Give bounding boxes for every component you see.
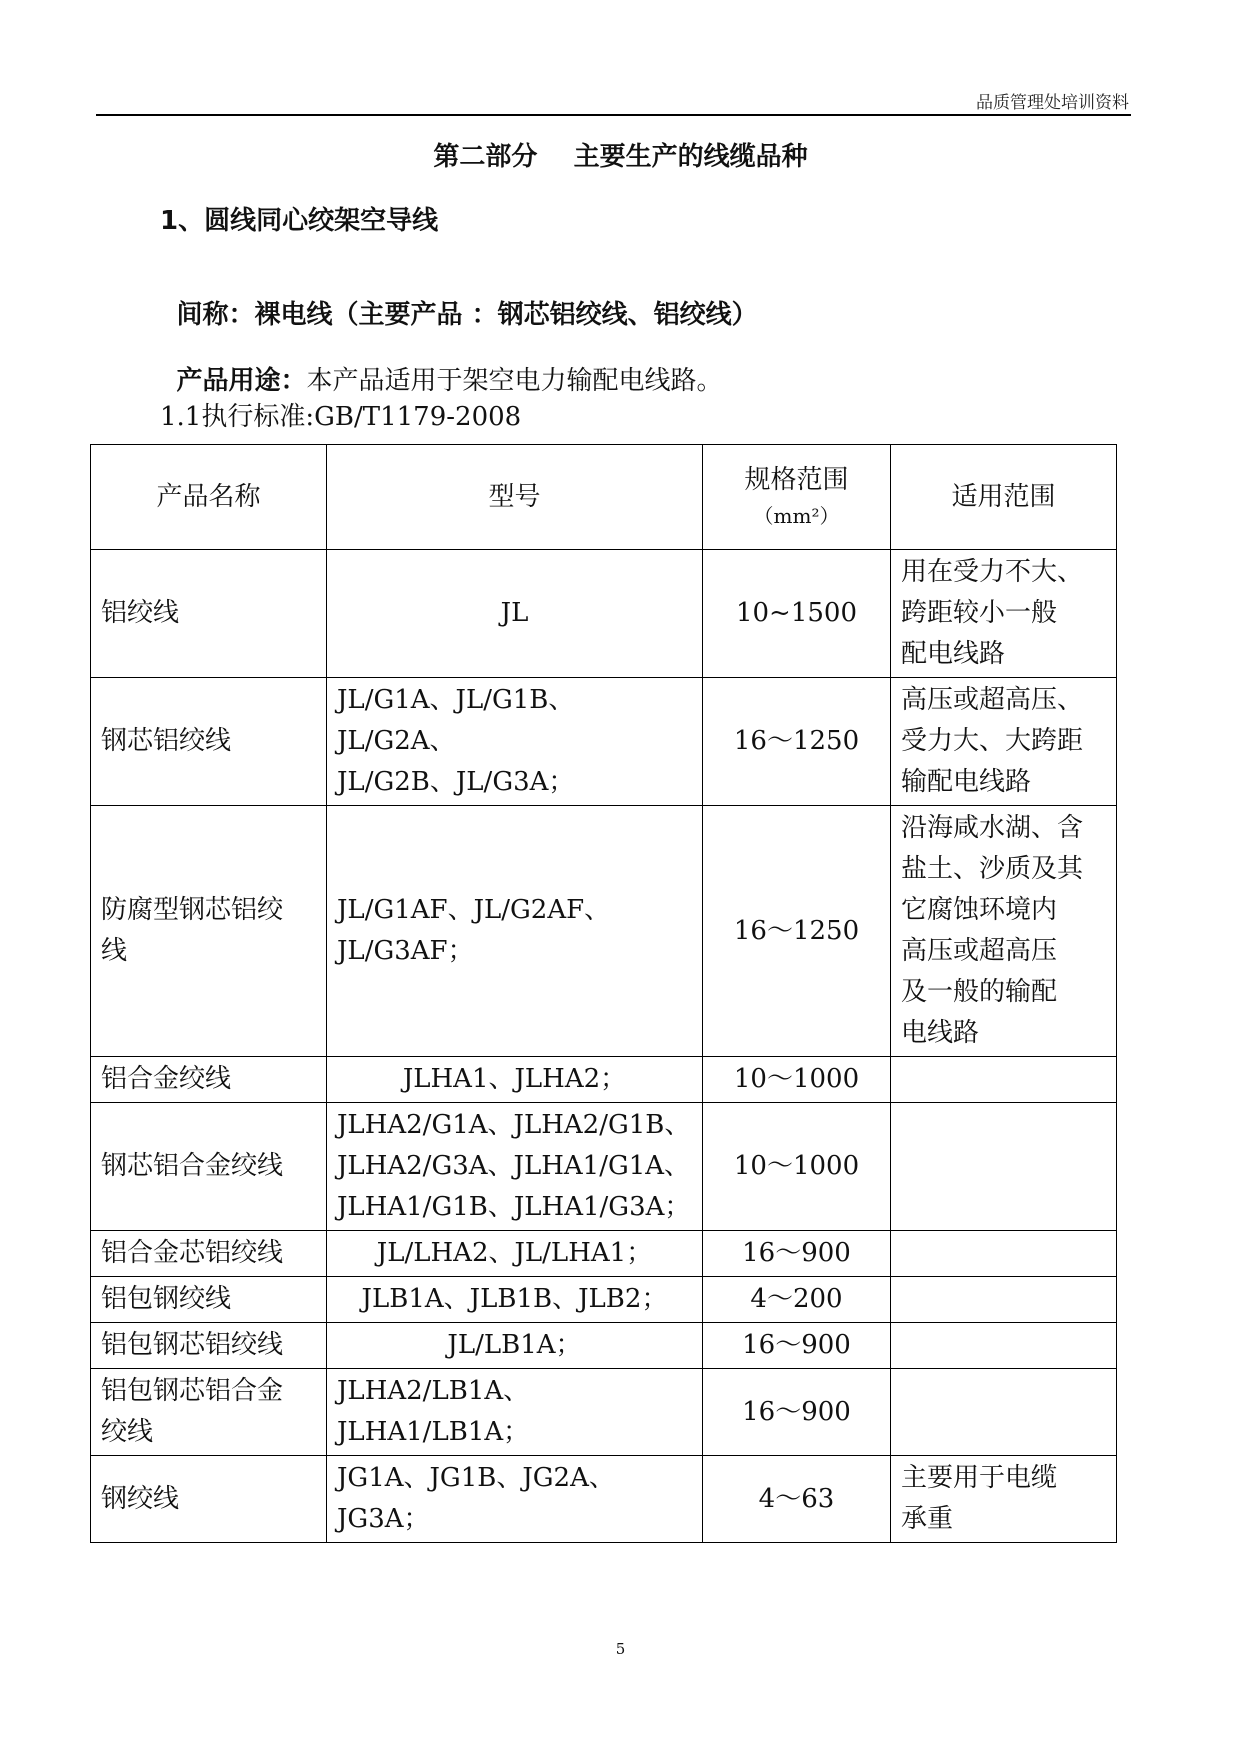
usage-line bbox=[160, 330, 723, 397]
model-cell-line: JLB1A、JLB1B、JLB2； bbox=[361, 1284, 668, 1314]
product-name-cell bbox=[91, 1277, 327, 1323]
model-cell-line: JL/G3AF； bbox=[337, 936, 474, 966]
product-name-cell-line: 铝合金芯铝绞线 bbox=[101, 1238, 284, 1268]
spec-range-cell: 4～200 bbox=[703, 1277, 891, 1323]
section-heading: 1、圆线同心绞架空导线 bbox=[160, 206, 439, 236]
product-spec-table bbox=[90, 444, 1117, 1543]
usage-label: 产品用途： bbox=[176, 366, 307, 396]
product-name-cell-line: 铝包钢芯铝合金 bbox=[101, 1376, 284, 1406]
scope-cell-line: 电线路 bbox=[901, 1018, 980, 1048]
model-cell bbox=[327, 1369, 703, 1456]
scope-cell bbox=[891, 550, 1117, 678]
scope-cell bbox=[891, 1057, 1117, 1103]
alias-text: 裸电线（主要产品 ：钢芯铝绞线、铝绞线） bbox=[254, 300, 758, 330]
scope-cell bbox=[891, 1277, 1117, 1323]
product-name-cell bbox=[91, 1323, 327, 1369]
header-rule bbox=[96, 114, 1131, 116]
scope-cell bbox=[891, 1231, 1117, 1277]
model-cell-line: JL/G1AF、JL/G2AF、 bbox=[337, 895, 611, 925]
model-cell-line: JL/G2B、JL/G3A； bbox=[337, 767, 575, 797]
product-name-cell bbox=[91, 550, 327, 678]
spec-range-cell: 16～900 bbox=[703, 1231, 891, 1277]
product-name-cell-line: 铝包钢芯铝绞线 bbox=[101, 1330, 284, 1360]
model-cell-line: JLHA1、JLHA2； bbox=[402, 1064, 627, 1094]
model-cell bbox=[327, 806, 703, 1057]
spec-range-cell: 4～63 bbox=[703, 1456, 891, 1543]
header-spec-label: 规格范围 bbox=[744, 465, 849, 495]
scope-cell-line: 承重 bbox=[901, 1504, 954, 1534]
spec-range-cell: 10～1000 bbox=[703, 1103, 891, 1231]
table-row bbox=[91, 1323, 1117, 1369]
spec-range-cell: 16～900 bbox=[703, 1323, 891, 1369]
table-header-row bbox=[91, 445, 1117, 550]
model-cell-line: JL/LB1A； bbox=[447, 1330, 582, 1360]
model-cell-line: JL/G1A、JL/G1B、JL/G2A、 bbox=[337, 685, 575, 756]
header-product-name: 产品名称 bbox=[91, 445, 327, 550]
header-scope: 适用范围 bbox=[891, 445, 1117, 550]
table-row bbox=[91, 1369, 1117, 1456]
header-spec-unit: （mm²） bbox=[753, 504, 840, 528]
scope-cell-line: 高压或超高压 bbox=[901, 936, 1058, 966]
scope-cell-line: 主要用于电缆 bbox=[901, 1463, 1058, 1493]
model-cell bbox=[327, 1231, 703, 1277]
model-cell bbox=[327, 1103, 703, 1231]
product-name-cell-line: 钢芯铝合金绞线 bbox=[101, 1151, 284, 1181]
scope-cell-line: 盐土、沙质及其 bbox=[901, 854, 1084, 884]
scope-cell bbox=[891, 1323, 1117, 1369]
table-row bbox=[91, 806, 1117, 1057]
product-name-cell-line: 铝包钢绞线 bbox=[101, 1284, 232, 1314]
product-name-cell bbox=[91, 1231, 327, 1277]
scope-cell-line: 用在受力不大、 bbox=[901, 557, 1084, 587]
page-title: 第二部分 主要生产的线缆品种 bbox=[433, 142, 808, 172]
spec-range-cell: 16～900 bbox=[703, 1369, 891, 1456]
model-cell-line: JLHA2/LB1A、 bbox=[337, 1376, 530, 1406]
product-name-cell-line: 防腐型钢芯铝绞 bbox=[101, 895, 284, 925]
product-name-cell bbox=[91, 1369, 327, 1456]
alias-label: 间称： bbox=[176, 300, 255, 330]
scope-cell-line: 它腐蚀环境内 bbox=[901, 895, 1058, 925]
running-header: 品质管理处培训资料 bbox=[976, 93, 1129, 113]
scope-cell-line: 高压或超高压、 bbox=[901, 685, 1084, 715]
product-name-cell bbox=[91, 1057, 327, 1103]
table-row bbox=[91, 678, 1117, 806]
model-cell-line: JG1A、JG1B、JG2A、 bbox=[337, 1463, 615, 1493]
product-name-cell-line: 绞线 bbox=[101, 1417, 154, 1447]
product-name-cell bbox=[91, 806, 327, 1057]
alias-line bbox=[160, 264, 758, 331]
header-model: 型号 bbox=[327, 445, 703, 550]
model-cell bbox=[327, 1277, 703, 1323]
scope-cell bbox=[891, 678, 1117, 806]
scope-cell bbox=[891, 1456, 1117, 1543]
product-name-cell bbox=[91, 1456, 327, 1543]
model-cell bbox=[327, 1057, 703, 1103]
model-cell-line: JLHA1/G1B、JLHA1/G3A； bbox=[337, 1192, 691, 1222]
model-cell-line: JLHA1/LB1A； bbox=[337, 1417, 530, 1447]
model-cell bbox=[327, 550, 703, 678]
product-name-cell-line: 铝绞线 bbox=[101, 598, 180, 628]
scope-cell-line: 配电线路 bbox=[901, 639, 1006, 669]
model-cell-line: JLHA2/G1A、JLHA2/G1B、 bbox=[337, 1110, 691, 1140]
product-name-cell-line: 钢芯铝绞线 bbox=[101, 726, 232, 756]
table-row bbox=[91, 1456, 1117, 1543]
table-row bbox=[91, 1057, 1117, 1103]
spec-range-cell: 16～1250 bbox=[703, 806, 891, 1057]
product-name-cell-line: 铝合金绞线 bbox=[101, 1064, 232, 1094]
product-name-cell bbox=[91, 678, 327, 806]
model-cell bbox=[327, 1456, 703, 1543]
scope-cell-line: 受力大、大跨距 bbox=[901, 726, 1084, 756]
table-row bbox=[91, 1103, 1117, 1231]
scope-cell-line: 输配电线路 bbox=[901, 767, 1032, 797]
scope-cell-line: 跨距较小一般 bbox=[901, 598, 1058, 628]
spec-range-cell: 16～1250 bbox=[703, 678, 891, 806]
model-cell bbox=[327, 1323, 703, 1369]
scope-cell bbox=[891, 1103, 1117, 1231]
spec-range-cell: 10～1000 bbox=[703, 1057, 891, 1103]
model-cell-line: JLHA2/G3A、JLHA1/G1A、 bbox=[337, 1151, 691, 1181]
table-row bbox=[91, 550, 1117, 678]
standard-line: 1.1执行标准:GB/T1179-2008 bbox=[160, 402, 522, 432]
scope-cell-line: 及一般的输配 bbox=[901, 977, 1058, 1007]
table-row bbox=[91, 1231, 1117, 1277]
scope-cell-line: 沿海咸水湖、含 bbox=[901, 813, 1084, 843]
scope-cell bbox=[891, 806, 1117, 1057]
scope-cell bbox=[891, 1369, 1117, 1456]
model-cell-line: JL/LHA2、JL/LHA1； bbox=[376, 1238, 653, 1268]
model-cell bbox=[327, 678, 703, 806]
product-name-cell-line: 钢绞线 bbox=[101, 1483, 180, 1514]
model-cell-line: JL bbox=[500, 598, 529, 628]
table-row bbox=[91, 1277, 1117, 1323]
page-number: 5 bbox=[615, 1640, 626, 1658]
spec-range-cell: 10~1500 bbox=[703, 550, 891, 678]
usage-text: 本产品适用于架空电力输配电线路。 bbox=[306, 366, 723, 396]
product-name-cell-line: 线 bbox=[101, 936, 128, 966]
model-cell-line: JG3A； bbox=[337, 1504, 430, 1534]
header-spec-range bbox=[703, 445, 891, 550]
product-name-cell bbox=[91, 1103, 327, 1231]
